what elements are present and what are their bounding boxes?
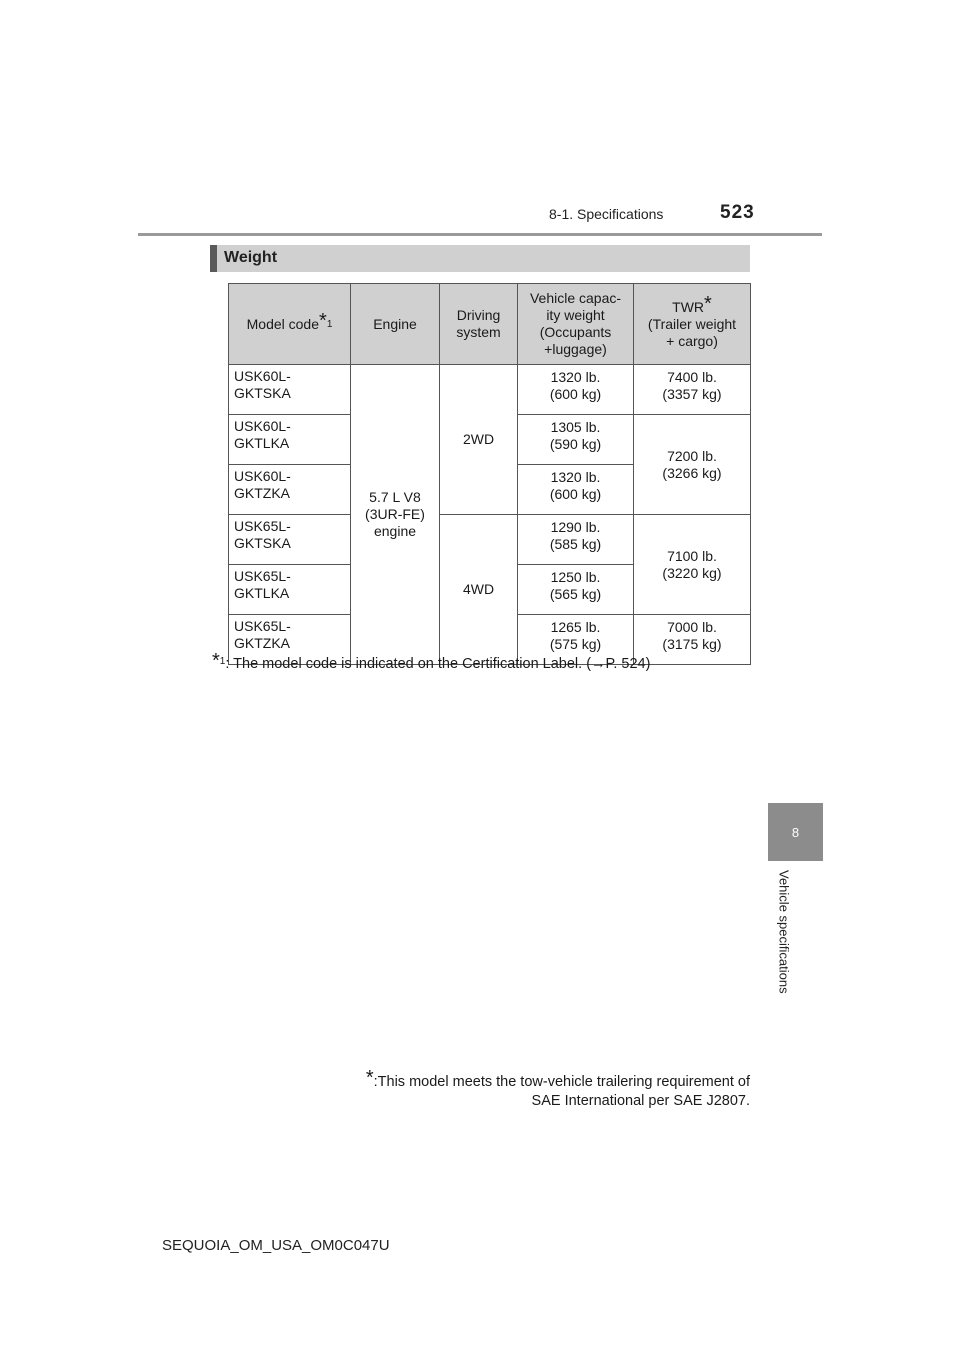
capacity-cell: 1250 lb. (565 kg) [518,565,634,615]
footnote-mark: * [704,292,712,315]
model-code-cell: USK60L- GKTZKA [229,465,351,515]
model-code-cell: USK65L- GKTSKA [229,515,351,565]
section-heading-text: Weight [224,249,278,266]
twr-cell: 7100 lb. (3220 kg) [634,515,751,615]
chapter-tab-number: 8 [791,824,800,840]
table-row [229,515,751,565]
model-code-cell: USK60L- GKTSKA [229,365,351,415]
header-engine: Engine [351,284,440,365]
drive-4wd-cell: 4WD [440,515,518,665]
model-code-cell: USK65L- GKTZKA [229,615,351,665]
footnote-model-code: *$^1$: The model code is indicated on the Certification Label. (→P. 524) [212,650,651,672]
capacity-cell: 1320 lb. (600 kg) [518,465,634,515]
twr-cell: 7400 lb. (3357 kg) [634,365,751,415]
footnote-mark: * [319,309,327,332]
arrow-right-icon: → [591,656,606,672]
table-header-row [229,284,751,365]
twr-cell: 7000 lb. (3175 kg) [634,615,751,665]
header-twr: TWR* (Trailer weight + cargo) [634,284,751,365]
twr-cell: 7200 lb. (3266 kg) [634,415,751,515]
capacity-cell: 1320 lb. (600 kg) [518,365,634,415]
section-heading-bar [210,245,217,272]
chapter-tab-label: Vehicle specifications [776,870,792,994]
header-driving-system: Driving system [440,284,518,365]
capacity-cell: 1305 lb. (590 kg) [518,415,634,465]
model-code-cell: USK65L- GKTLKA [229,565,351,615]
engine-cell: 5.7 L V8 (3UR-FE) engine [351,365,440,665]
document-code: SEQUOIA_OM_USA_OM0C047U [162,1237,390,1254]
running-header-section: 8-1. Specifications [549,206,664,222]
header-capacity-weight: Vehicle capac- ity weight (Occupants +luggage) [518,284,634,365]
footnote-twr: *:This model meets the tow-vehicle trailering requirement of SAE International per SAE J2807. [365,1067,750,1109]
model-code-cell: USK60L- GKTLKA [229,415,351,465]
capacity-cell: 1265 lb. (575 kg) [518,615,634,665]
header-model-code: Model code*$^1$ [229,284,351,365]
weight-table [228,283,751,665]
section-heading [210,245,750,272]
table-row [229,365,751,415]
drive-2wd-cell: 2WD [440,365,518,515]
header-divider [138,233,822,236]
capacity-cell: 1290 lb. (585 kg) [518,515,634,565]
page-number: 523 [720,202,755,223]
